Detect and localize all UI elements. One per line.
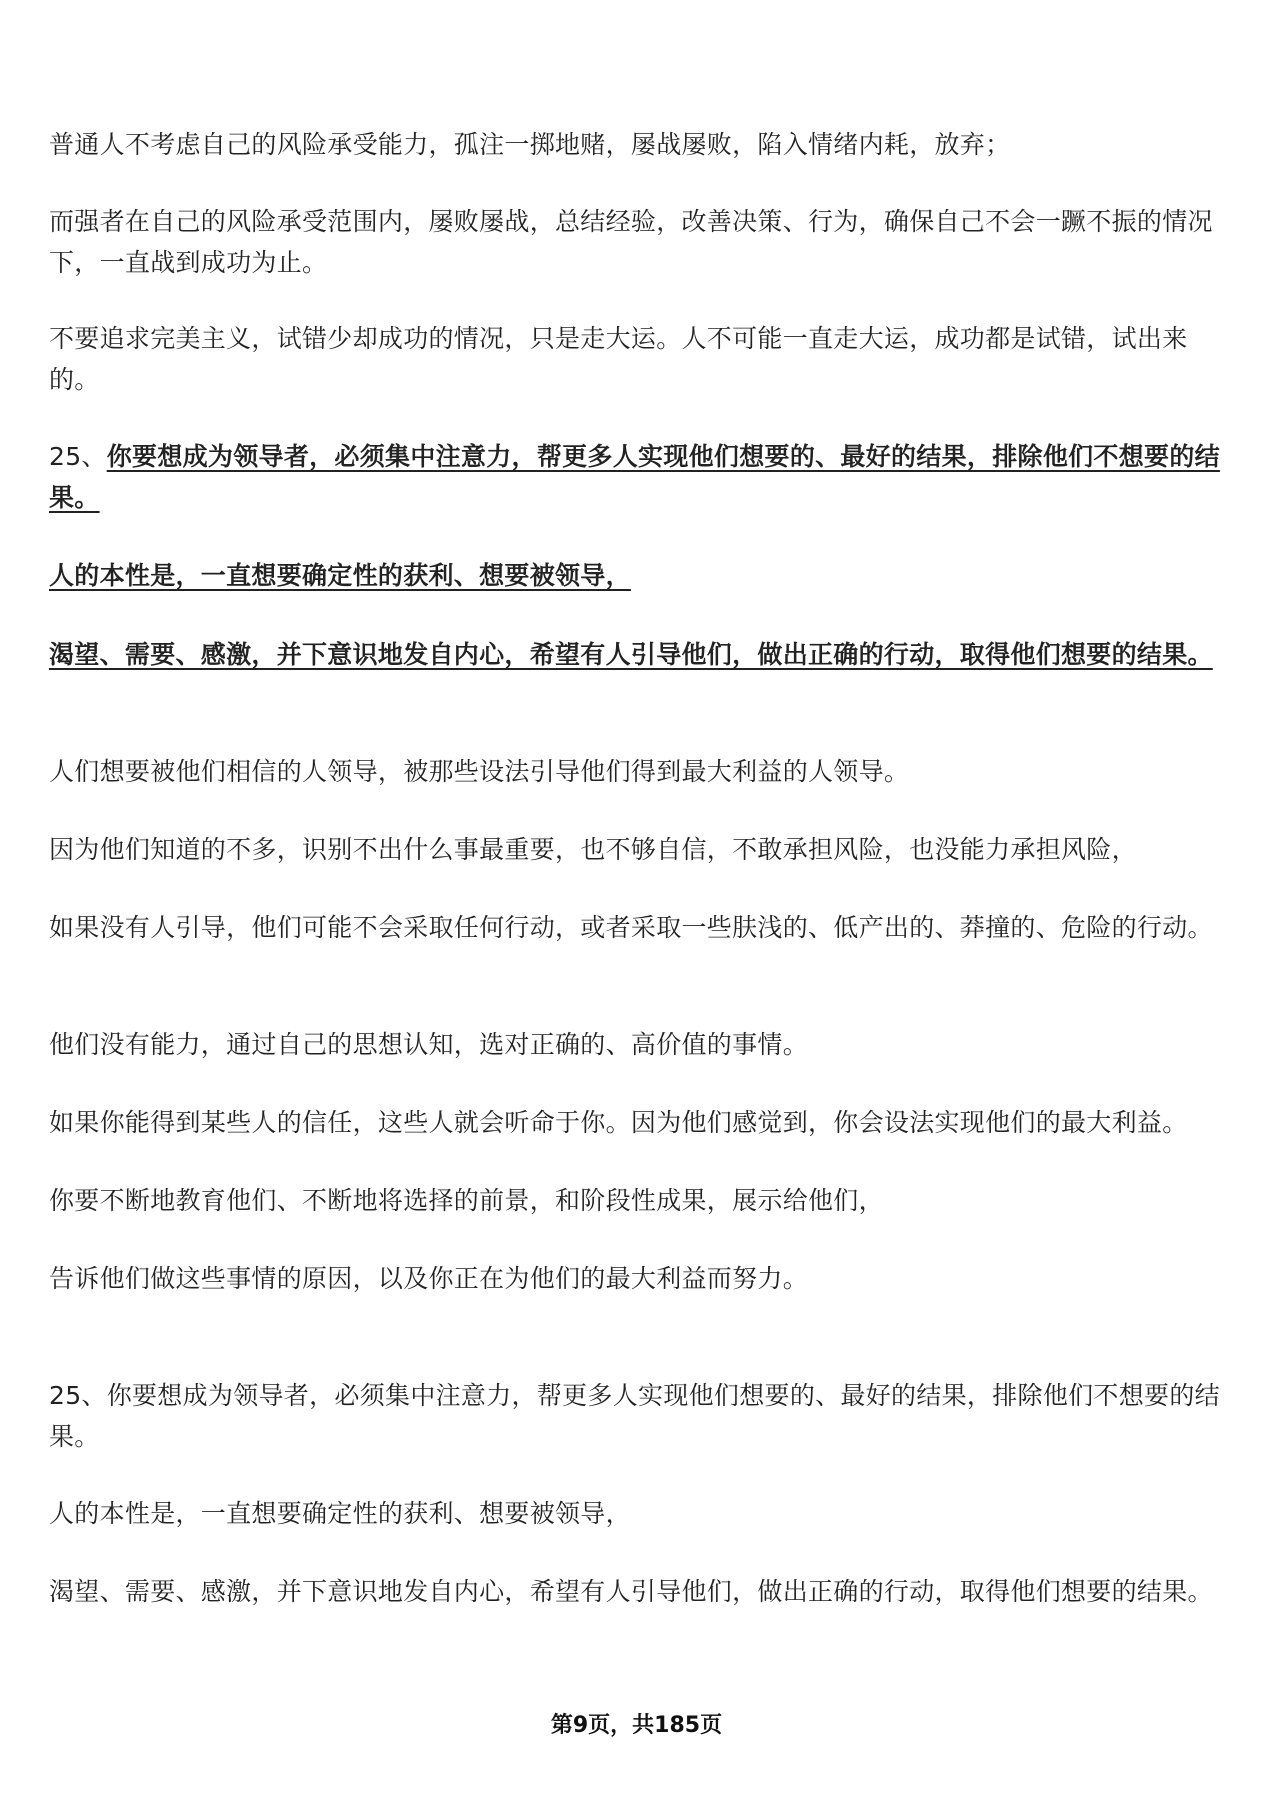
paragraph-3: 不要追求完美主义，试错少却成功的情况，只是走大运。人不可能一直走大运，成功都是试错，试出来的。 [49, 324, 1188, 394]
paragraph-4-underlined: 你要想成为领导者，必须集中注意力，帮更多人实现他们想要的、最好的结果，排除他们不想要的结果。 [49, 442, 1220, 512]
paragraph-16: 渴望、需要、感激，并下意识地发自内心，希望有人引导他们，做出正确的行动，取得他们想要的结果。 [49, 1577, 1213, 1606]
paragraph-14: 25、你要想成为领导者，必须集中注意力，帮更多人实现他们想要的、最好的结果，排除他们不想要的结果。 [49, 1381, 1220, 1451]
paragraph-1: 普通人不考虑自己的风险承受能力，孤注一掷地赌，屡战屡败，陷入情绪内耗，放弃； [49, 130, 1011, 159]
paragraph-7: 人们想要被他们相信的人领导，被那些设法引导他们得到最大利益的人领导。 [49, 757, 910, 786]
paragraph-4-heading [49, 436, 1229, 518]
paragraph-2: 而强者在自己的风险承受范围内，屡败屡战，总结经验，改善决策、行为，确保自己不会一蹶不振的情况下，一直战到成功为止。 [49, 207, 1213, 277]
paragraph-6-underlined: 渴望、需要、感激，并下意识地发自内心，希望有人引导他们，做出正确的行动，取得他们想要的结果。 [49, 640, 1213, 669]
paragraph-9: 如果没有人引导，他们可能不会采取任何行动，或者采取一些肤浅的、低产出的、莽撞的、危险的行动。 [49, 913, 1213, 942]
paragraph-4-prefix: 25、 [49, 442, 107, 471]
paragraph-10: 他们没有能力，通过自己的思想认知，选对正确的、高价值的事情。 [49, 1030, 809, 1059]
paragraph-8: 因为他们知道的不多，识别不出什么事最重要，也不够自信，不敢承担风险，也没能力承担风险， [49, 835, 1137, 864]
page-number-footer: 第9页，共185页 [550, 1713, 723, 1738]
paragraph-11: 如果你能得到某些人的信任，这些人就会听命于你。因为他们感觉到，你会设法实现他们的最大利益。 [49, 1108, 1188, 1137]
paragraph-15: 人的本性是，一直想要确定性的获利、想要被领导， [49, 1499, 631, 1528]
paragraph-12: 你要不断地教育他们、不断地将选择的前景，和阶段性成果，展示给他们， [49, 1186, 884, 1215]
paragraph-13: 告诉他们做这些事情的原因，以及你正在为他们的最大利益而努力。 [49, 1264, 809, 1293]
paragraph-5-bold [49, 555, 1229, 596]
paragraph-6-bold [49, 634, 1229, 675]
paragraph-5-underlined: 人的本性是，一直想要确定性的获利、想要被领导， [49, 561, 631, 590]
